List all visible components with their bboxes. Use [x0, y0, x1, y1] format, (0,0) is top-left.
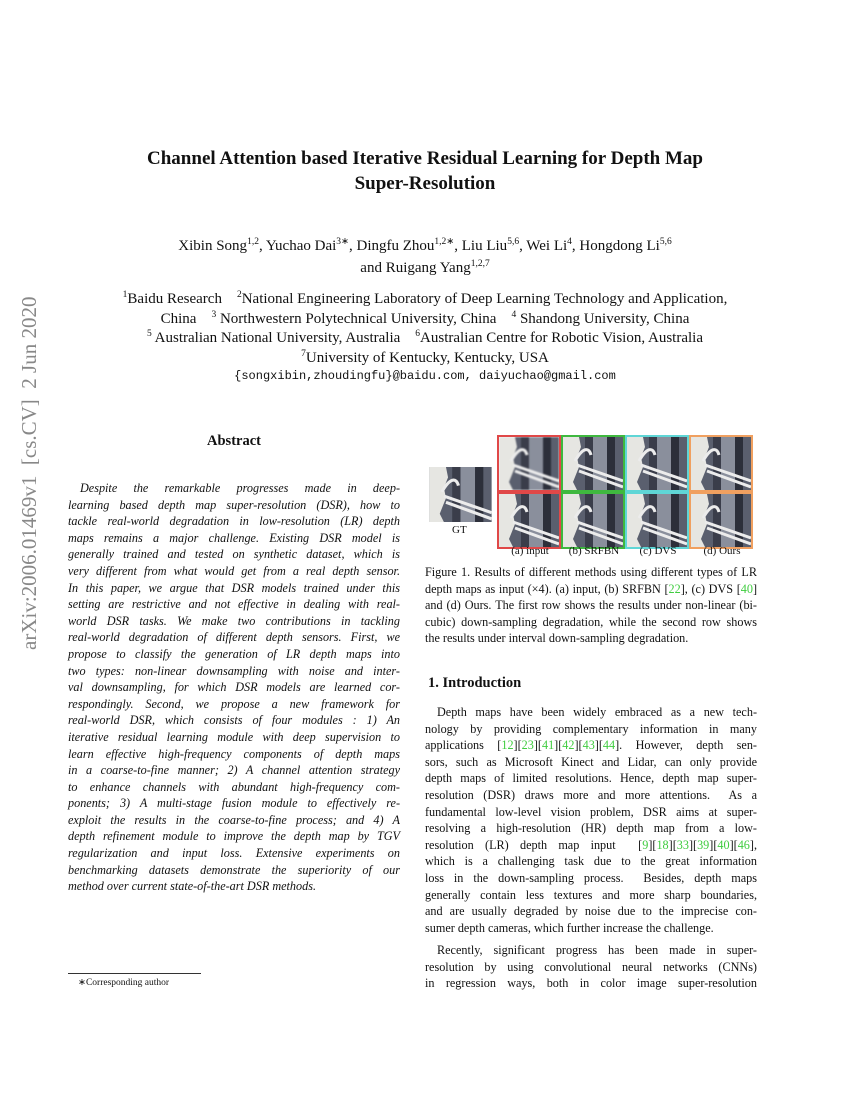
- title-line-2: Super-Resolution: [354, 173, 496, 194]
- text-segment: nology by providing complementary information in many: [425, 721, 757, 736]
- text-line: propose to classify the generation of LR depth maps into: [68, 646, 400, 661]
- citation-link[interactable]: 9: [642, 837, 649, 852]
- affiliation: Baidu Research: [127, 291, 222, 307]
- abstract-heading: Abstract: [207, 433, 261, 449]
- citation-link[interactable]: 23: [521, 738, 534, 753]
- text-line: [425, 787, 757, 804]
- text-segment: ][: [574, 738, 583, 753]
- text-segment: ][: [729, 837, 738, 852]
- text-segment: ], (c) DVS [: [680, 581, 741, 596]
- text-segment: loss in the down-sampling process. Besides, depth maps: [425, 870, 757, 885]
- author-affil: 1,2: [247, 237, 259, 247]
- text-line: [425, 581, 757, 598]
- text-segment: ][: [554, 738, 563, 753]
- text-line: [425, 630, 757, 647]
- text-line: depth refinement module to improve the depth map by TGV: [68, 829, 400, 844]
- affiliation: National Engineering Laboratory of Deep Learning Technology and Application,: [241, 291, 728, 307]
- title-line-1: Channel Attention based Iterative Residual Learning for Depth Map: [147, 148, 703, 169]
- affiliation: Shandong University, China: [516, 310, 690, 327]
- introduction-heading: 1. Introduction: [428, 675, 522, 691]
- text-line: [425, 614, 757, 631]
- text-segment: Depth maps have been widely embraced as a new tech-: [437, 705, 757, 719]
- text-line: [425, 737, 757, 754]
- text-segment: resolving a high-resolution (HR) depth map from a low-: [425, 821, 757, 836]
- text-segment: and are usually degraded by noise due to the imprecise con-: [425, 904, 757, 919]
- depth-map-image: [691, 437, 751, 490]
- depth-map-image: [563, 494, 623, 547]
- text-segment: Recently, significant progress has been made in super-: [437, 943, 757, 957]
- text-segment: ][: [594, 738, 603, 753]
- depth-map-image: [627, 437, 687, 490]
- depth-map-image: [428, 467, 493, 522]
- affil-num: 7: [301, 349, 306, 360]
- text-line: setting are restrictive and not effective in dealing with real-: [68, 597, 400, 612]
- author: Xibin Song: [178, 238, 248, 254]
- text-segment: depth maps of limited resolutions. Hence, depth map super-: [425, 771, 757, 786]
- author: , Liu Liu: [454, 238, 508, 254]
- text-line: world DSR tasks. We make two contributions in tackling: [68, 613, 400, 628]
- text-line: In this paper, we argue that DSR models trained under this: [68, 580, 400, 595]
- text-line: very different from what would get from a real depth sensor.: [68, 563, 400, 578]
- text-segment: Figure 1. Results of different methods using different types of LR: [425, 565, 757, 579]
- result-panel: [561, 435, 625, 492]
- author-affil: 1,2,7: [470, 259, 490, 269]
- text-line: [425, 975, 757, 992]
- text-line: real-world degradation of different depth sensors. First, we: [68, 630, 400, 645]
- author: , Yuchao Dai: [258, 238, 337, 254]
- text-segment: ][: [688, 837, 698, 852]
- depth-map-image: [563, 437, 623, 490]
- citation-link[interactable]: 39: [697, 837, 710, 852]
- text-segment: depth maps as input (×4). (a) input, (b) SRFBN [: [425, 581, 669, 596]
- citation-link[interactable]: 46: [737, 837, 750, 852]
- citation-link[interactable]: 40: [740, 581, 753, 596]
- citation-link[interactable]: 33: [676, 837, 689, 852]
- text-line: benchmarking datasets demonstrate the superiority of our: [68, 862, 400, 877]
- introduction-paragraph-2: [425, 942, 757, 992]
- citation-link[interactable]: 18: [656, 837, 669, 852]
- author: and Ruigang Yang: [360, 260, 471, 276]
- affil-num: 2: [236, 290, 242, 300]
- text-line: generally trained and tested on synthetic dataset, which is: [68, 547, 400, 562]
- affil-num: 5: [146, 329, 152, 340]
- text-segment: ][: [648, 837, 657, 852]
- text-line: [425, 903, 757, 920]
- text-line: learning based depth map super-resolution (DSR), how to: [68, 497, 400, 512]
- introduction-paragraph-1: [425, 704, 757, 936]
- text-line: [425, 853, 757, 870]
- text-segment: sumer depth cameras, which further increase the challenge.: [425, 920, 714, 935]
- text-line: method over current state-of-the-art DSR methods.: [68, 879, 316, 894]
- result-panel: [625, 492, 689, 549]
- panel-label: (b) SRFBN: [568, 545, 620, 557]
- text-line: real-world DSR, which consists of four modules : 1) An: [68, 713, 400, 728]
- author: , Dingfu Zhou: [349, 238, 435, 254]
- text-line: two types: non-linear downsampling with noise and inter-: [68, 663, 400, 678]
- result-panel: [497, 492, 561, 549]
- text-line: [425, 959, 757, 976]
- text-line: [425, 770, 757, 787]
- text-line: maps remains a major challenge. Existing DSR model is: [68, 530, 400, 545]
- email-line: {songxibin,zhoudingfu}@baidu.com, daiyuchao@gmail.com: [234, 369, 616, 383]
- affil-num: 6: [415, 329, 421, 340]
- text-line: regularization and input loss. Extensive experiments on: [68, 846, 400, 861]
- paper-title: [0, 146, 850, 196]
- text-segment: ][: [513, 738, 522, 753]
- text-segment: ][: [533, 738, 542, 753]
- panel-label: (d) Ours: [703, 545, 741, 557]
- text-segment: in regression ways, both in color image super-resolution: [425, 976, 757, 991]
- text-line: iterative residual learning module with deep supervision to: [68, 729, 400, 744]
- author-affil: 4: [567, 237, 572, 247]
- text-line: [425, 837, 757, 854]
- panel-label: (c) DVS: [639, 545, 677, 557]
- affiliation: Australian Centre for Robotic Vision, Australia: [420, 330, 703, 347]
- citation-link[interactable]: 40: [717, 837, 730, 852]
- citation-link[interactable]: 43: [582, 738, 595, 753]
- depth-map-image: [499, 437, 559, 490]
- text-line: ponents; 3) A multi-stage fusion module to effectively re-: [68, 796, 400, 811]
- text-line: [425, 820, 757, 837]
- affiliation: China: [160, 310, 197, 327]
- citation-link[interactable]: 44: [602, 738, 616, 753]
- citation-link[interactable]: 22: [668, 581, 681, 596]
- citation-link[interactable]: 12: [501, 738, 514, 753]
- text-line: [425, 754, 757, 771]
- text-line: val downsampling, for which DSR models are learned cor-: [68, 680, 400, 695]
- depth-map-image: [627, 494, 687, 547]
- text-line: [425, 597, 757, 614]
- text-line: learn effective high-frequency components of depth maps: [68, 746, 400, 761]
- text-line: [425, 887, 757, 904]
- affil-num: 4: [511, 309, 517, 320]
- text-line: [425, 942, 757, 959]
- text-segment: ]: [752, 581, 757, 596]
- text-line: [425, 704, 757, 721]
- result-panel: [689, 435, 753, 492]
- affil-num: 1: [122, 290, 128, 300]
- text-segment: ]. However, depth sen-: [615, 738, 757, 753]
- text-line: Despite the remarkable progresses made in deep-: [80, 481, 400, 495]
- result-panel: [625, 435, 689, 492]
- abstract-body: [68, 480, 400, 895]
- text-line: [425, 721, 757, 738]
- text-segment: and (d) Ours. The first row shows the results under non-linear (bi-: [425, 598, 757, 613]
- affiliations: [0, 290, 850, 369]
- author-list: [0, 235, 850, 279]
- affiliation: Northwestern Polytechnical University, China: [216, 310, 497, 327]
- text-segment: applications [: [425, 738, 502, 753]
- result-panel: [689, 492, 753, 549]
- arxiv-stamp: arXiv:2006.01469v1 [cs.CV] 2 Jun 2020: [17, 296, 41, 650]
- author-affil: 5,6: [507, 237, 520, 247]
- author: , Wei Li: [519, 238, 568, 254]
- author-affil: 5,6: [659, 237, 672, 247]
- text-line: respondingly. Second, we propose a new framework for: [68, 696, 400, 711]
- text-line: [425, 564, 757, 581]
- affiliation: Australian National University, Australia: [151, 330, 401, 347]
- citation-link[interactable]: 41: [541, 738, 555, 753]
- text-line: tackle real-world degradation in low-resolution (LR) depth: [68, 514, 400, 529]
- text-segment: ],: [749, 837, 757, 852]
- text-segment: cubic) down-sampling degradation, while the second row shows: [425, 614, 757, 629]
- text-line: to enhance channels with abundant high-frequency com-: [68, 779, 400, 794]
- affil-num: 3: [211, 309, 217, 320]
- author: , Hongdong Li: [571, 238, 660, 254]
- text-segment: generally contain less textures and more sharp boundaries,: [425, 887, 757, 902]
- text-segment: ][: [709, 837, 718, 852]
- text-segment: sors, such as Microsoft Kinect and Lidar, can only provide: [425, 754, 757, 769]
- text-line: [425, 870, 757, 887]
- text-segment: resolution (LR) depth map input [: [425, 837, 643, 852]
- text-segment: resolution by using convolutional neural networks (CNNs): [425, 959, 757, 974]
- text-segment: which is a challenging task due to the great information: [425, 854, 757, 869]
- result-panel: [497, 435, 561, 492]
- text-segment: ][: [668, 837, 677, 852]
- figure-caption: [425, 564, 757, 647]
- text-segment: resolution (DSR) draws more and more attentions. As a: [425, 787, 757, 802]
- text-line: [425, 804, 757, 821]
- figure-gt-image: [428, 467, 493, 522]
- figure-gt-label: GT: [452, 524, 467, 536]
- author-affil: 1,2∗: [434, 237, 455, 247]
- text-line: [425, 920, 757, 937]
- result-panel: [561, 492, 625, 549]
- author-affil: 3∗: [336, 237, 349, 247]
- affiliation: University of Kentucky, Kentucky, USA: [305, 350, 549, 367]
- depth-map-image: [499, 494, 559, 547]
- text-line: exploit the results in the coarse-to-fine process; and 4) A: [68, 812, 400, 827]
- citation-link[interactable]: 42: [562, 738, 575, 753]
- panel-label: (a) input: [511, 545, 549, 557]
- text-line: in a coarse-to-fine manner; 2) A channel attention strategy: [68, 763, 400, 778]
- depth-map-image: [691, 494, 751, 547]
- footnote: ∗Corresponding author: [78, 978, 170, 988]
- text-segment: the results under interval down-sampling degradation.: [425, 631, 689, 646]
- footnote-rule: [68, 973, 201, 974]
- text-segment: fundamental low-level vision problem, DSR aims at super-: [425, 804, 757, 819]
